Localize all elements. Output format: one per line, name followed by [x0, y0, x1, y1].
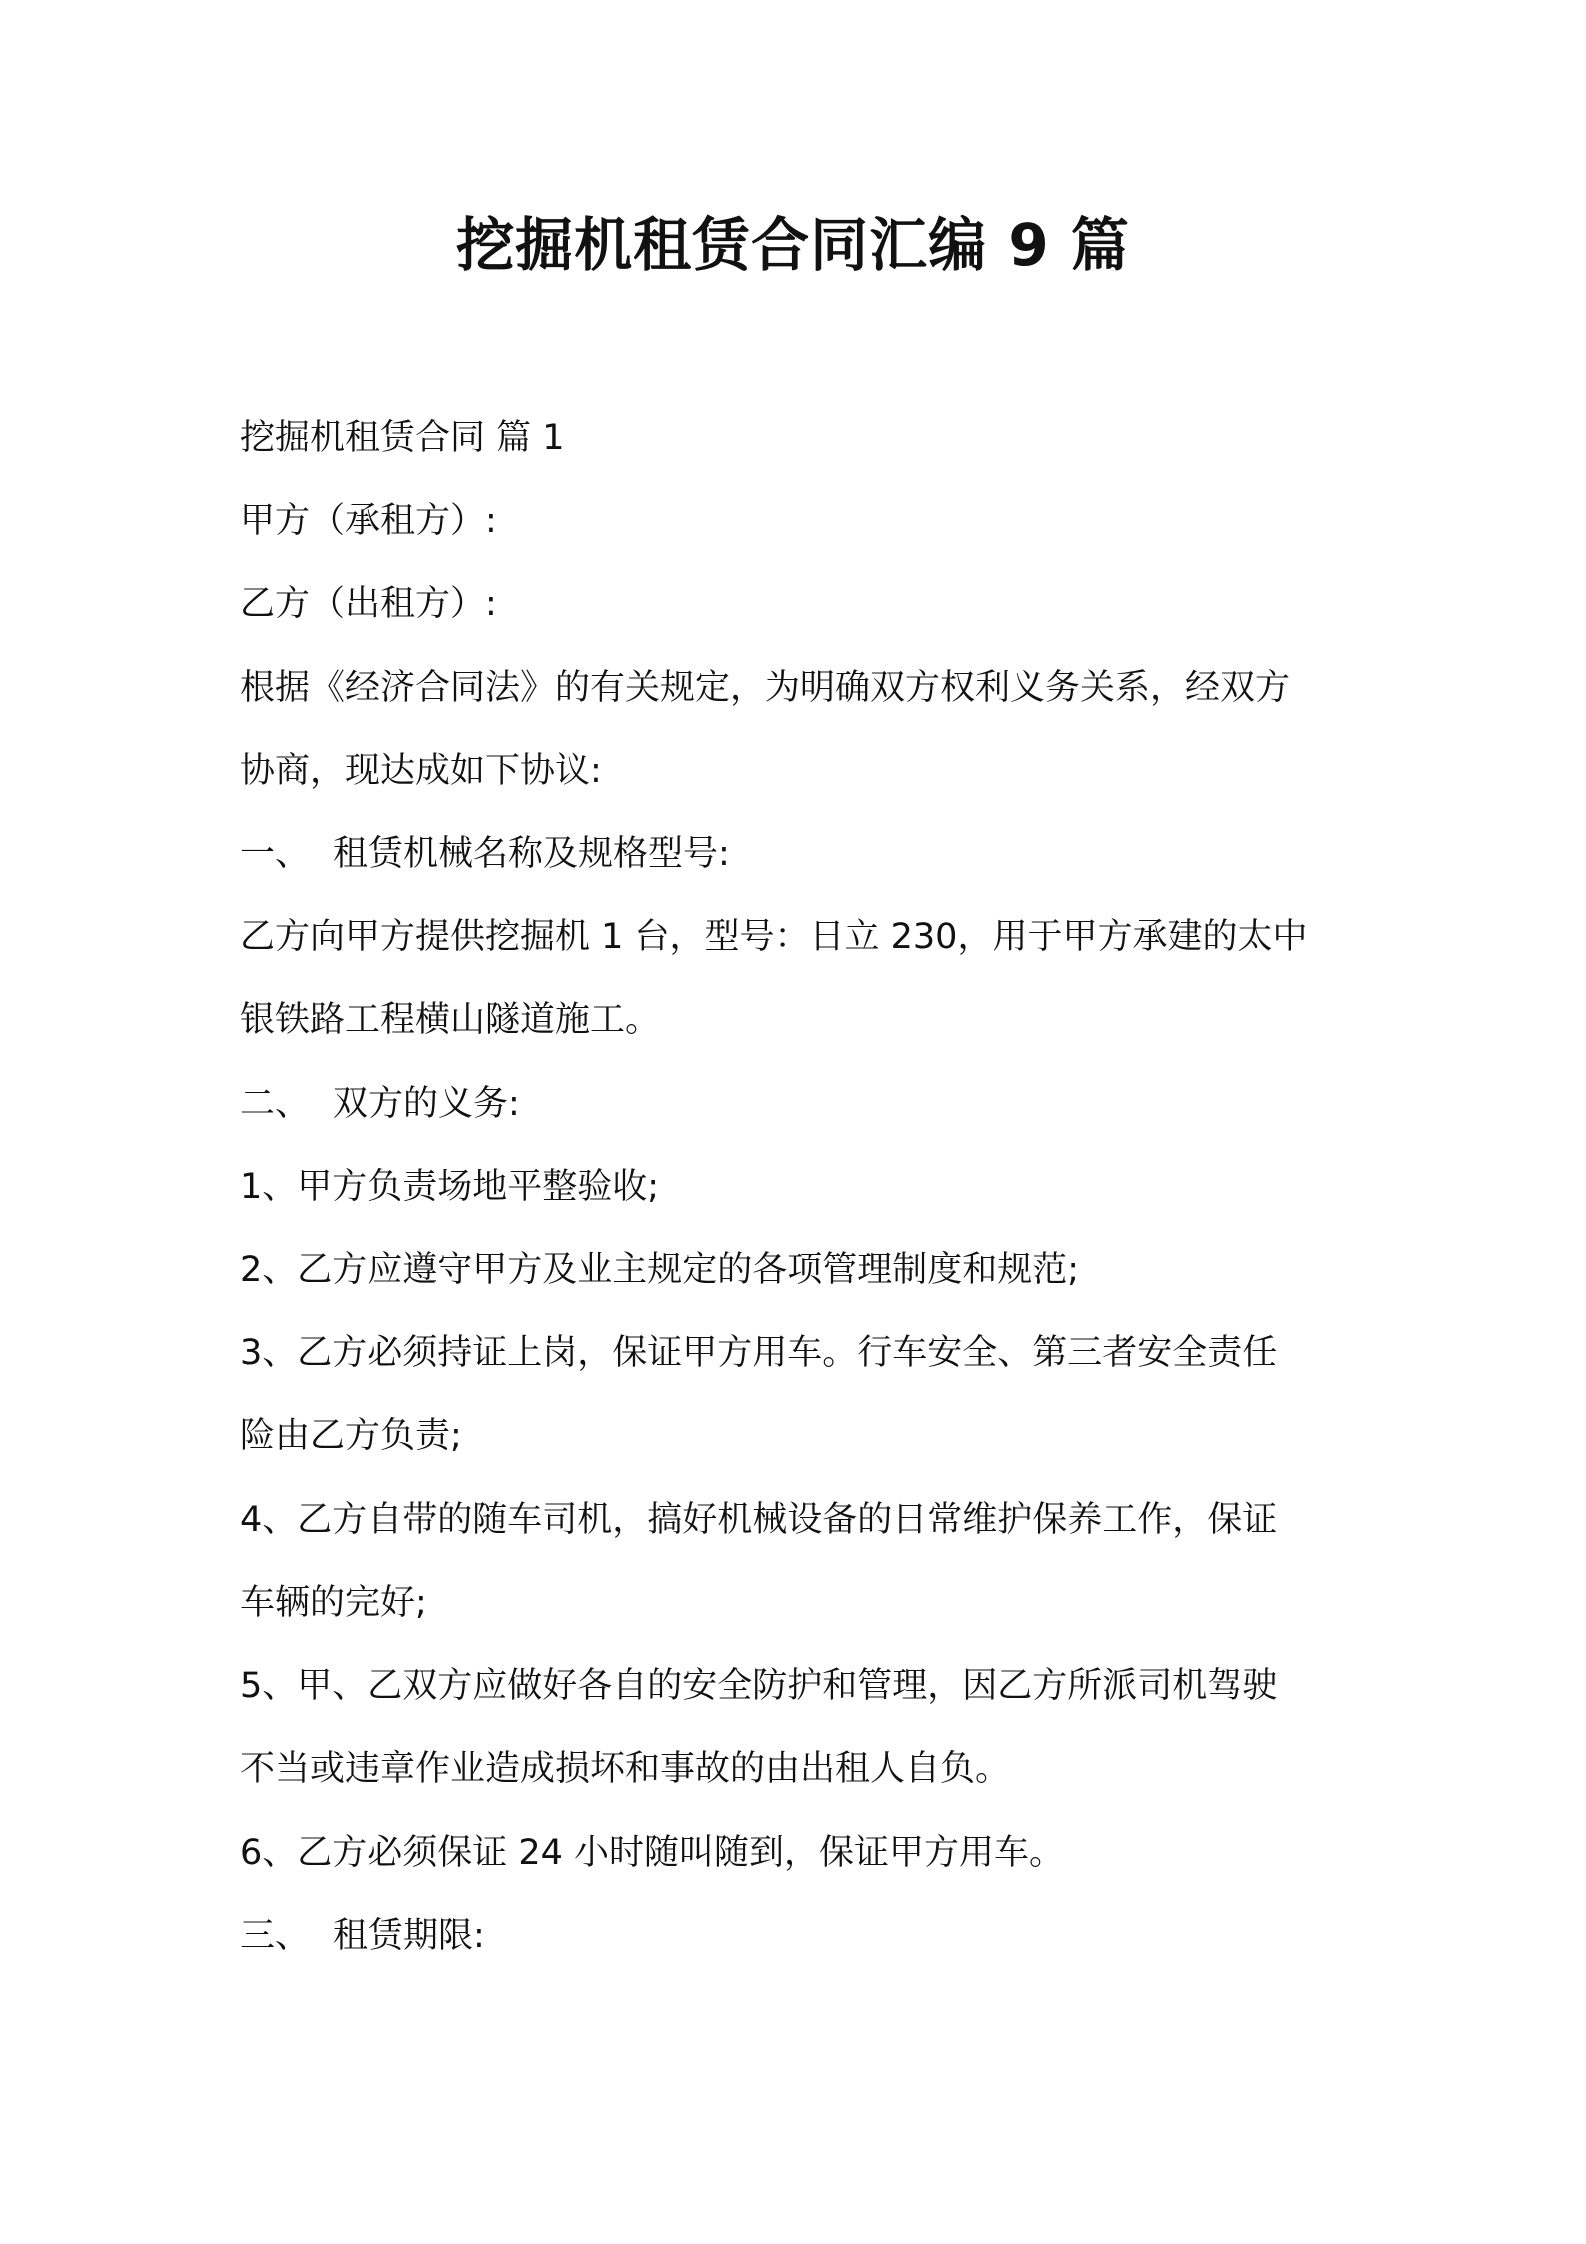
document-title: 挖掘机租赁合同汇编 9 篇	[456, 211, 1130, 279]
duty-3-line-1: 3、乙方必须持证上岗，保证甲方用车。行车安全、第三者安全责任	[240, 1333, 1278, 1373]
heading-2-text: 双方的义务:	[333, 1084, 520, 1124]
section-title: 挖掘机租赁合同 篇 1	[240, 418, 565, 458]
duty-5-line-1: 5、甲、乙双方应做好各自的安全防护和管理，因乙方所派司机驾驶	[240, 1666, 1278, 1706]
heading-1	[240, 830, 1360, 878]
heading-3-number: 三、	[240, 1916, 311, 1956]
clause-1-line-2: 银铁路工程横山隧道施工。	[240, 1000, 661, 1040]
duty-4-line-2: 车辆的完好;	[240, 1583, 427, 1623]
preamble-line-2: 协商，现达成如下协议:	[240, 751, 602, 791]
clause-1-line-1: 乙方向甲方提供挖掘机 1 台，型号：日立 230，用于甲方承建的太中	[240, 917, 1308, 957]
preamble-line-1: 根据《经济合同法》的有关规定，为明确双方权利义务关系，经双方	[240, 668, 1291, 708]
heading-1-number: 一、	[240, 834, 311, 874]
duty-2: 2、乙方应遵守甲方及业主规定的各项管理制度和规范;	[240, 1250, 1080, 1290]
heading-1-text: 租赁机械名称及规格型号:	[333, 834, 730, 874]
heading-2-number: 二、	[240, 1084, 311, 1124]
heading-3-text: 租赁期限:	[333, 1916, 485, 1956]
duty-4-line-1: 4、乙方自带的随车司机，搞好机械设备的日常维护保养工作，保证	[240, 1500, 1278, 1540]
party-a-line: 甲方（承租方）:	[240, 501, 497, 541]
duty-6: 6、乙方必须保证 24 小时随叫随到，保证甲方用车。	[240, 1833, 1065, 1873]
party-b-line: 乙方（出租方）:	[240, 584, 497, 624]
heading-2	[240, 1080, 1360, 1128]
heading-3	[240, 1912, 1360, 1960]
duty-5-line-2: 不当或违章作业造成损坏和事故的由出租人自负。	[240, 1749, 1011, 1789]
duty-1: 1、甲方负责场地平整验收;	[240, 1167, 660, 1207]
duty-3-line-2: 险由乙方负责;	[240, 1416, 462, 1456]
